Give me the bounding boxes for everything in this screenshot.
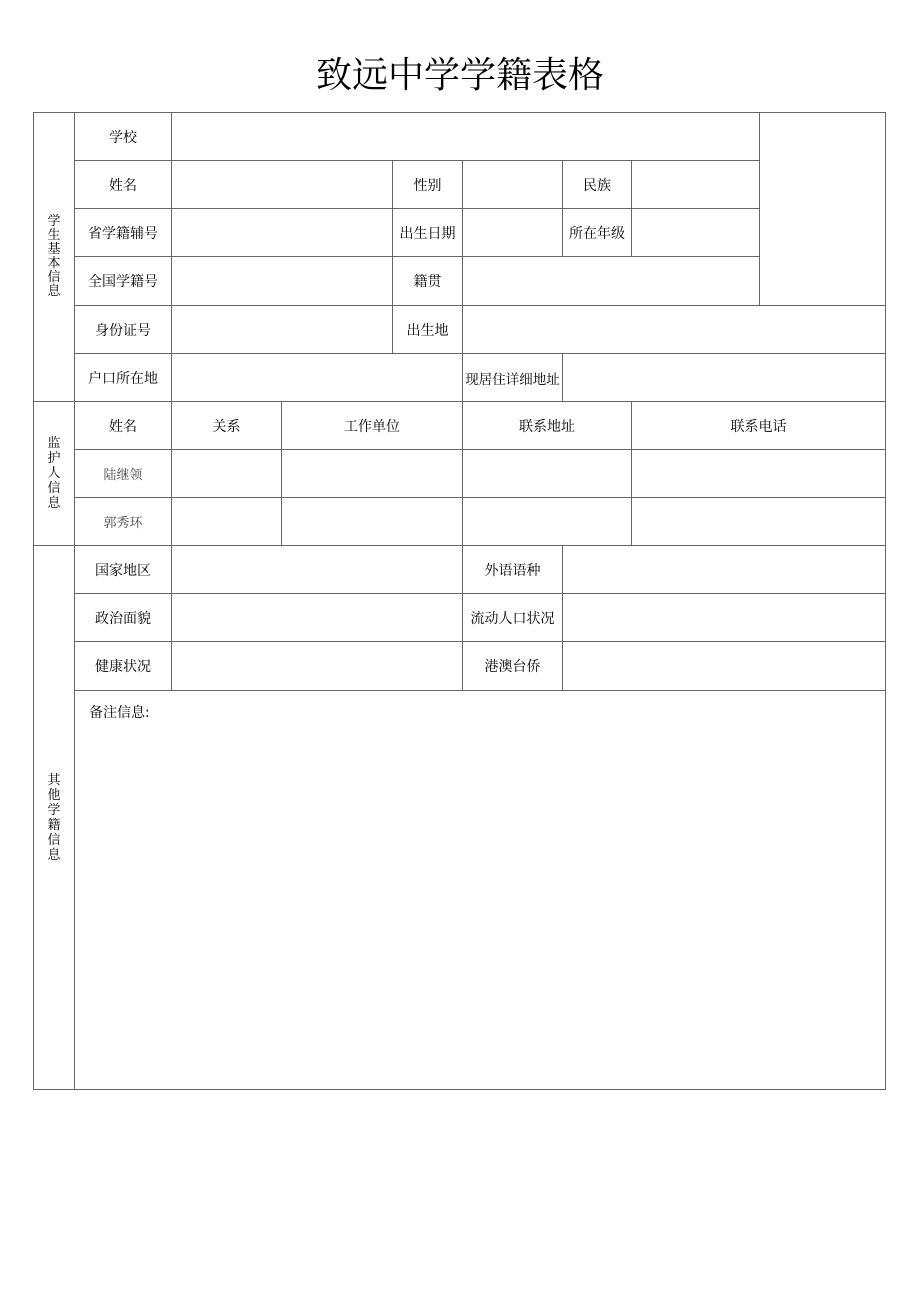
label-grade: 所在年级 [569, 225, 625, 242]
birth-date-field[interactable] [463, 209, 562, 256]
id-card-field[interactable] [172, 306, 392, 353]
label-floating: 流动人口状况 [470, 610, 555, 627]
section-label-basic [34, 113, 74, 401]
label-name: 姓名 [109, 177, 137, 194]
guardian-1-name: 陆继领 [103, 468, 143, 483]
gender-field[interactable] [463, 161, 562, 208]
remarks-field[interactable] [75, 724, 885, 1088]
label-school: 学校 [109, 129, 137, 146]
politics-field[interactable] [172, 594, 462, 641]
label-id-card: 身份证号 [95, 322, 151, 339]
guardian-1-relation-field[interactable] [172, 450, 281, 497]
native-place-field[interactable] [463, 257, 759, 305]
ethnicity-field[interactable] [632, 161, 759, 208]
national-id-field[interactable] [172, 257, 392, 305]
row-divider [74, 690, 886, 691]
guardian-header-name: 姓名 [109, 418, 137, 435]
hukou-field[interactable] [172, 354, 462, 401]
section-label-text: 监护人信息 [47, 436, 61, 511]
guardian-2-relation-field[interactable] [172, 498, 281, 545]
guardian-1-phone-field[interactable] [632, 450, 885, 497]
label-hukou: 户口所在地 [88, 370, 158, 387]
label-language: 外语语种 [484, 562, 541, 579]
section-label-text: 其他学籍信息 [47, 772, 61, 863]
section-label-other [34, 546, 74, 1089]
page-title: 致远中学学籍表格 [315, 55, 604, 96]
label-health: 健康状况 [95, 659, 151, 675]
province-id-field[interactable] [172, 209, 392, 256]
label-politics: 政治面貌 [95, 610, 151, 627]
label-birth-date: 出生日期 [399, 225, 456, 242]
guardian-header-relation: 关系 [212, 418, 241, 435]
address-field[interactable] [563, 354, 885, 401]
label-ethnicity: 民族 [583, 177, 611, 194]
label-gender: 性别 [413, 177, 442, 194]
table-border-right [885, 112, 886, 1090]
guardian-header-employer: 工作单位 [344, 418, 400, 435]
grade-field[interactable] [632, 209, 759, 256]
label-country: 国家地区 [95, 562, 151, 579]
country-field[interactable] [172, 546, 462, 593]
floating-field[interactable] [563, 594, 885, 641]
label-birthplace: 出生地 [406, 322, 449, 339]
guardian-2-employer-field[interactable] [282, 498, 462, 545]
label-native-place: 籍贯 [413, 274, 442, 290]
name-field[interactable] [172, 161, 392, 208]
photo-box[interactable] [760, 113, 885, 305]
guardian-1-employer-field[interactable] [282, 450, 462, 497]
table-border-bottom [33, 1089, 886, 1090]
health-field[interactable] [172, 642, 462, 690]
label-hmt: 港澳台侨 [484, 659, 541, 675]
birthplace-field[interactable] [463, 306, 885, 353]
language-field[interactable] [563, 546, 885, 593]
remarks-label: 备注信息: [89, 705, 150, 721]
school-field[interactable] [172, 113, 759, 160]
guardian-header-address: 联系地址 [519, 418, 575, 435]
guardian-2-address-field[interactable] [463, 498, 631, 545]
label-national-id: 全国学籍号 [88, 274, 158, 290]
guardian-1-address-field[interactable] [463, 450, 631, 497]
guardian-header-phone: 联系电话 [730, 418, 787, 435]
label-address: 现居住详细地址 [465, 371, 560, 388]
section-label-guardian [34, 402, 74, 545]
label-province-id: 省学籍辅号 [88, 225, 158, 242]
guardian-2-name: 郭秀环 [103, 516, 143, 531]
hmt-field[interactable] [563, 642, 885, 690]
section-label-text: 学生基本信息 [47, 214, 61, 299]
guardian-2-phone-field[interactable] [632, 498, 885, 545]
